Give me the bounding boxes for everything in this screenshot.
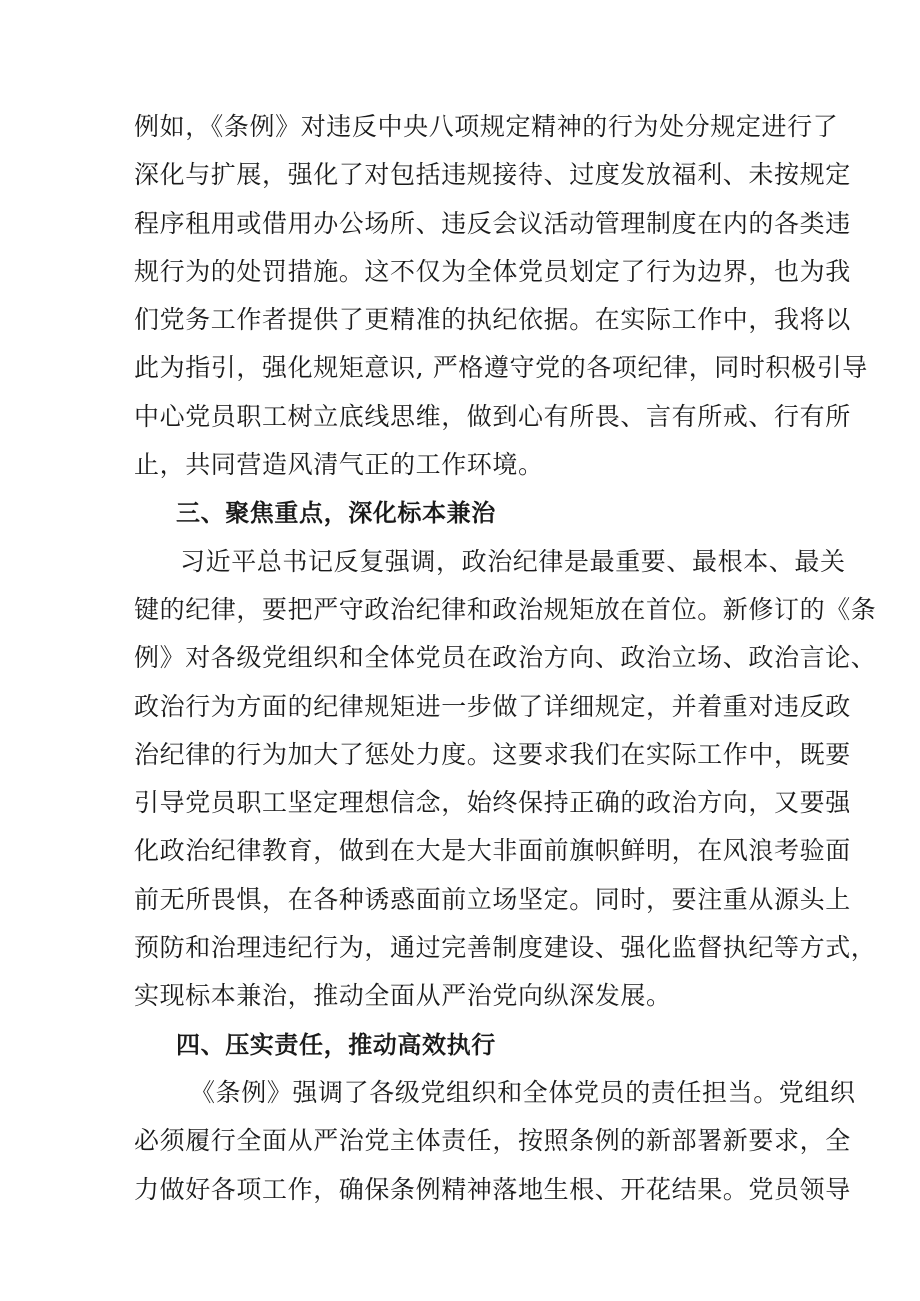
text-line: 习近平总书记反复强调，政治纪律是最重要、最根本、最关 (180, 546, 846, 576)
text-line: 们党务工作者提供了更精准的执纪依据。在实际工作中，我将以 (134, 305, 851, 335)
text-line: 预防和治理违纪行为，通过完善制度建设、强化监督执纪等方式， (134, 933, 877, 963)
text-line: 深化与扩展，强化了对包括违规接待、过度发放福利、未按规定 (134, 160, 851, 190)
text-line: 例如，《条例》对违反中央八项规定精神的行为处分规定进行了 (134, 112, 839, 141)
text-line: 引导党员职工坚定理想信念，始终保持正确的政治方向，又要强 (134, 788, 851, 818)
section-heading-4: 四、压实责任，推动高效执行 (176, 1030, 496, 1059)
paragraph-2 (134, 538, 877, 1021)
paragraph-3 (134, 1069, 856, 1214)
text-line: 力做好各项工作，确保条例精神落地生根、开花结果。党员领导 (134, 1174, 851, 1204)
text-line: 例》对各级党组织和全体党员在政治方向、政治立场、政治言论、 (134, 643, 877, 673)
text-line: 键的纪律，要把严守政治纪律和政治规矩放在首位。新修订的《条 (134, 594, 877, 624)
text-line: 中心党员职工树立底线思维，做到心有所畏、言有所戒、行有所 (134, 401, 851, 431)
text-line: 《条例》强调了各级党组织和全体党员的责任担当。党组织 (190, 1077, 856, 1107)
text-line: 必须履行全面从严治党主体责任，按照条例的新部署新要求，全 (134, 1126, 851, 1156)
text-line: 规行为的处罚措施。这不仅为全体党员划定了行为边界，也为我 (134, 256, 851, 286)
text-line: 实现标本兼治，推动全面从严治党向纵深发展。 (134, 981, 672, 1011)
text-line: 化政治纪律教育，做到在大是大非面前旗帜鲜明，在风浪考验面 (134, 836, 851, 866)
text-line: 止，共同营造风清气正的工作环境。 (134, 450, 544, 480)
text-line: 此为指引，强化规矩意识, 严格遵守党的各项纪律，同时积极引导 (134, 353, 868, 383)
text-line: 前无所畏惧，在各种诱惑面前立场坚定。同时，要注重从源头上 (134, 884, 851, 914)
text-line: 程序租用或借用办公场所、违反会议活动管理制度在内的各类违 (134, 208, 851, 238)
text-line: 治纪律的行为加大了惩处力度。这要求我们在实际工作中，既要 (134, 739, 851, 769)
section-heading-3: 三、聚焦重点，深化标本兼治 (176, 499, 496, 528)
text-line: 政治行为方面的纪律规矩进一步做了详细规定，并着重对违反政 (134, 691, 851, 721)
document-body (134, 103, 877, 1214)
paragraph-1 (134, 103, 868, 489)
